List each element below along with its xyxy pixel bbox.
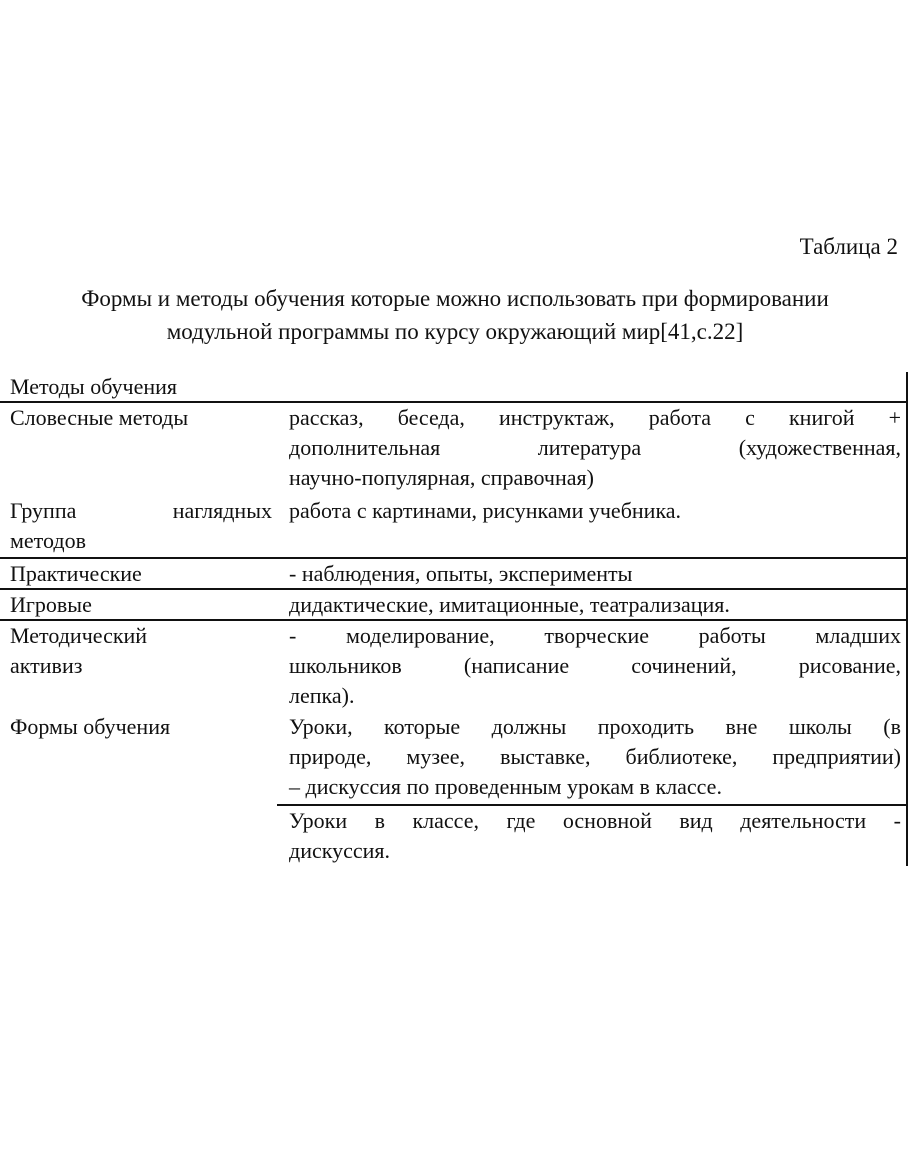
methods-table (0, 372, 910, 866)
content-line: дидактические, имитационные, театрализация. (289, 592, 730, 617)
row-label: Практические (10, 561, 142, 586)
content-line: Уроки в классе, где основной вид деятельности - (289, 808, 901, 833)
content-line: дискуссия. (289, 838, 391, 863)
content-line: школьников (написание сочинений, рисование, (289, 653, 901, 678)
row-label: Формы обучения (10, 714, 171, 739)
row-content (289, 403, 901, 493)
content-line: рассказ, беседа, инструктаж, работа с книгой + (289, 405, 901, 430)
row-content (289, 806, 901, 866)
row-label: Словесные методы (10, 405, 189, 430)
table-title (0, 282, 910, 348)
row-content (289, 712, 901, 802)
row-content (289, 559, 901, 589)
content-line: природе, музее, выставке, библиотеке, предприятии) (289, 744, 901, 769)
row-label (10, 621, 272, 681)
content-line: научно-популярная, справочная) (289, 465, 594, 490)
content-line: дополнительная литература (художественная, (289, 435, 901, 460)
content-line: работа с картинами, рисунками учебника. (289, 498, 682, 523)
label-line: методов (10, 528, 86, 553)
table-header: Методы обучения (10, 374, 178, 399)
table-caption: Таблица 2 (799, 234, 898, 259)
row-label (10, 496, 272, 556)
content-line: Уроки, которые должны проходить вне школы (в (289, 714, 901, 739)
title-line: Формы и методы обучения которые можно использовать при формировании (81, 286, 829, 311)
content-line: – дискуссия по проведенным урокам в классе. (289, 774, 722, 799)
content-line: лепка). (289, 683, 355, 708)
content-line: - моделирование, творческие работы младших (289, 623, 901, 648)
title-line: модульной программы по курсу окружающий мир[41,с.22] (166, 319, 744, 344)
label-line: активиз (10, 653, 83, 678)
content-line: - наблюдения, опыты, эксперименты (289, 561, 633, 586)
row-content (289, 496, 901, 526)
row-content (289, 621, 901, 711)
row-content (289, 590, 901, 620)
row-label: Игровые (10, 592, 92, 617)
label-line: Методический (10, 623, 148, 648)
label-line: Группа наглядных (10, 498, 272, 523)
